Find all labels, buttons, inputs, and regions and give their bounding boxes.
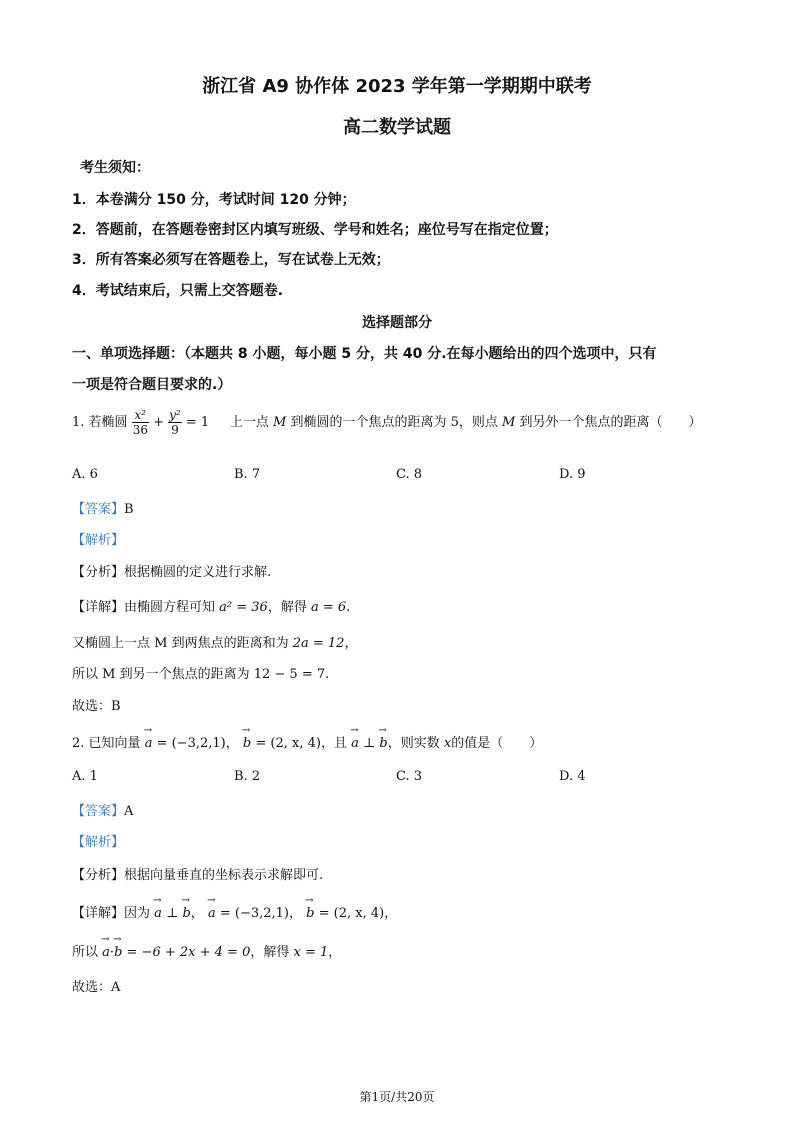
q2-option-b: B. 2 <box>234 769 261 784</box>
answer-value: A <box>124 804 134 819</box>
vector-a-value: = (−3,2,1) <box>156 736 226 751</box>
q2-stem-end: ，则实数 <box>387 736 440 751</box>
page-footer: 第1页/共20页 <box>359 1090 435 1104</box>
q1-frac-y-den: 9 <box>171 423 179 437</box>
q2-option-d: D. 4 <box>559 769 586 784</box>
q2-comma: ， <box>190 906 204 921</box>
notice-item: 1．本卷满分 150 分，考试时间 120 分钟； <box>72 192 356 208</box>
math-expr: x = 1 <box>293 945 329 960</box>
exam-title: 浙江省 A9 协作体 2023 学年第一学期期中联考 <box>202 76 592 97</box>
q2-stem-end2: 的值是（ ） <box>451 736 543 751</box>
fenxi-text: 根据向量垂直的坐标表示求解即可. <box>124 868 324 883</box>
answer-tag: 【答案】 <box>72 804 125 819</box>
q2-option-c: C. 3 <box>396 769 423 784</box>
notice-heading: 考生须知： <box>80 160 150 176</box>
q1-frac-x <box>132 408 149 437</box>
vector-b-value: = (2, x, 4) <box>318 906 385 921</box>
q1-fenxi <box>72 561 271 580</box>
fenxi-tag: 【分析】 <box>72 565 125 580</box>
q1-plus: + <box>153 415 165 430</box>
q1-frac-x-num: x² <box>132 408 149 423</box>
notice-item: 2．答题前，在答题卷密封区内填写班级、学号和姓名；座位号写在指定位置； <box>72 222 558 238</box>
q2-and: ，且 <box>320 736 347 751</box>
q1-stem-a: 上一点 <box>229 415 269 430</box>
vector-b-value: = (2, x, 4) <box>255 736 321 751</box>
q2-comma: ， <box>288 906 302 921</box>
section-heading-line2: 一项是符合题目要求的.） <box>72 377 232 393</box>
q2-answer <box>72 800 133 819</box>
q1-frac-x-den: 36 <box>132 423 148 437</box>
exam-subtitle: 高二数学试题 <box>343 117 451 138</box>
math-expr: a² = 36 <box>219 600 268 615</box>
section-heading-line1: 一、单项选择题：（本题共 8 小题，每小题 5 分，共 40 分.在每小题给出的四个选项中，只有 <box>72 346 657 362</box>
detail-text: ，解得 <box>267 600 307 615</box>
q1-option-d: D. 9 <box>559 467 586 482</box>
q1-option-b: B. 7 <box>234 467 261 482</box>
q1-stem-b: 到椭圆的一个焦点的距离为 5，则点 <box>290 415 498 430</box>
q1-eq: = 1 <box>185 415 210 430</box>
vector-b: → b <box>182 906 190 921</box>
perp-symbol: ⊥ <box>363 736 376 751</box>
detail-tag: 【详解】 <box>72 906 125 921</box>
q1-detail-1 <box>72 596 350 615</box>
q2-prefix: 2. 已知向量 <box>72 736 141 751</box>
q1-var-m: M <box>502 415 516 430</box>
q1-option-c: C. 8 <box>396 467 423 482</box>
q2-var-x: x <box>443 736 452 751</box>
answer-value: B <box>124 502 134 517</box>
q2-conclusion: 故选：A <box>72 980 121 995</box>
q1-frac-y-num: y² <box>169 408 181 422</box>
q1-prefix: 1. 若椭圆 <box>72 415 128 430</box>
detail-text: 又椭圆上一点 M 到两焦点的距离和为 <box>72 636 289 651</box>
perp-symbol: ⊥ <box>166 906 179 921</box>
q2-fenxi <box>72 864 323 883</box>
q2-detail-2: 所以 → a·→ b = −6 + 2x + 4 = 0，解得 x = 1， <box>72 941 341 960</box>
detail-text: . <box>346 600 351 615</box>
vector-a: → a <box>351 736 359 751</box>
q1-stem-c: 到另外一个焦点的距离（ ） <box>519 415 702 430</box>
detail-text: ，解得 <box>250 945 290 960</box>
answer-tag: 【答案】 <box>72 502 125 517</box>
vector-a: → a <box>208 906 216 921</box>
math-expr: = −6 + 2x + 4 = 0 <box>126 945 251 960</box>
q1-detail-2 <box>72 632 357 651</box>
q1-detail-3 <box>72 663 329 682</box>
q1-frac-y <box>168 408 182 437</box>
q2-analysis-tag: 【解析】 <box>72 835 125 850</box>
q1-analysis-tag: 【解析】 <box>72 533 125 548</box>
vector-b: → b <box>379 736 387 751</box>
vector-b: → b <box>243 736 251 751</box>
math-expr: 12 − 5 = 7 <box>253 667 326 682</box>
q1-var-m: M <box>273 415 287 430</box>
detail-text: ， <box>344 636 358 651</box>
math-expr: a = 6 <box>311 600 347 615</box>
detail-tag: 【详解】 <box>72 600 125 615</box>
q1-option-a: A. 6 <box>72 467 98 482</box>
detail-text: 因为 <box>124 906 151 921</box>
q2-comma: ， <box>225 736 239 751</box>
question-2-stem <box>72 732 542 751</box>
math-expr: 2a = 12 <box>292 636 345 651</box>
vector-b: → b <box>306 906 314 921</box>
question-1-stem <box>72 408 701 437</box>
q1-answer <box>72 498 134 517</box>
q2-option-a: A. 1 <box>72 769 98 784</box>
q2-comma: ， <box>384 906 398 921</box>
q2-detail-1 <box>72 902 397 921</box>
vector-b: → b <box>114 945 122 960</box>
section-title: 选择题部分 <box>362 315 432 331</box>
detail-text: 所以 <box>72 945 99 960</box>
vector-a-value: = (−3,2,1) <box>219 906 289 921</box>
vector-a: → a <box>102 945 110 960</box>
detail-text: . <box>325 667 330 682</box>
detail-text: 所以 M 到另一个焦点的距离为 <box>72 667 250 682</box>
fenxi-text: 根据椭圆的定义进行求解. <box>124 565 272 580</box>
detail-text: ， <box>328 945 342 960</box>
vector-a: → a <box>154 906 162 921</box>
fenxi-tag: 【分析】 <box>72 868 125 883</box>
notice-item: 3．所有答案必须写在答题卷上，写在试卷上无效； <box>72 252 390 268</box>
q1-conclusion: 故选：B <box>72 699 121 714</box>
notice-item: 4．考试结束后，只需上交答题卷. <box>72 283 284 299</box>
detail-text: 由椭圆方程可知 <box>124 600 216 615</box>
vector-a: → a <box>145 736 153 751</box>
